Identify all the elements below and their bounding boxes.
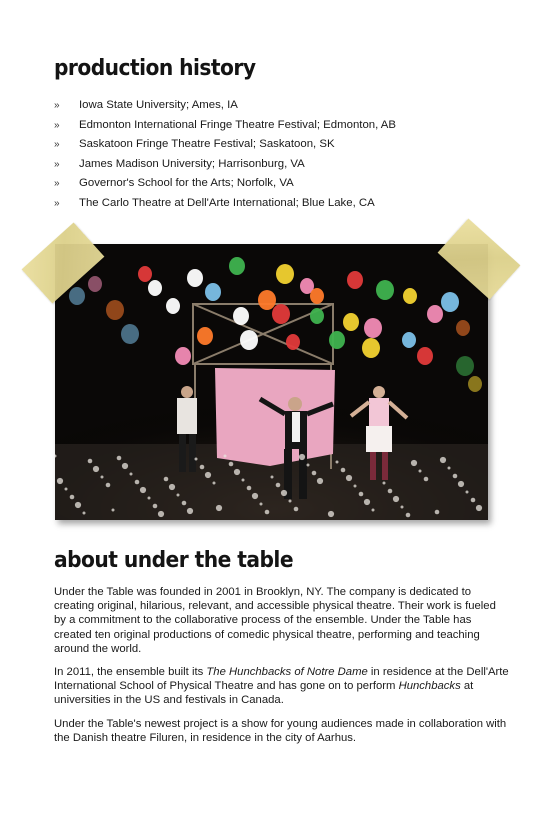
balloon (329, 331, 345, 349)
paper-ball (393, 496, 399, 502)
paper-ball (158, 511, 164, 517)
paper-ball (247, 486, 252, 491)
paper-ball (135, 480, 140, 485)
balloon (347, 271, 363, 289)
balloon (343, 313, 359, 331)
list-item (54, 194, 514, 214)
paper-ball (65, 488, 68, 491)
balloon (403, 288, 417, 304)
paper-ball (372, 509, 375, 512)
paper-ball (466, 491, 469, 494)
paper-ball (101, 476, 104, 479)
paper-ball (388, 489, 393, 494)
show-title: The Hunchbacks of Notre Dame (206, 666, 368, 679)
paper-ball (328, 511, 334, 517)
paper-ball (440, 457, 446, 463)
paper-ball (164, 477, 169, 482)
paper-ball (453, 474, 458, 479)
paper-ball (229, 462, 234, 467)
paper-ball (57, 478, 63, 484)
balloon (69, 287, 85, 305)
balloon (468, 376, 482, 392)
list-item (54, 135, 514, 155)
paper-ball (364, 499, 370, 505)
paper-ball (346, 475, 352, 481)
balloon (258, 290, 276, 310)
paper-ball (106, 483, 111, 488)
paper-ball (289, 500, 292, 503)
paper-ball (70, 495, 75, 500)
paper-ball (312, 471, 317, 476)
paper-ball (406, 513, 411, 518)
list-item (54, 96, 514, 116)
about-body (54, 585, 509, 754)
paper-ball (265, 510, 270, 515)
paper-ball (317, 478, 323, 484)
paper-ball (140, 487, 146, 493)
paper-ball (424, 477, 429, 482)
paper-ball (195, 458, 198, 461)
balloon (229, 257, 245, 275)
balloon (121, 324, 139, 344)
balloon (187, 269, 203, 287)
production-history-list (54, 96, 514, 214)
paper-ball (200, 465, 205, 470)
paper-ball (213, 482, 216, 485)
paper-ball (252, 493, 258, 499)
balloon (441, 292, 459, 312)
balloon (310, 288, 324, 304)
balloon (138, 266, 152, 282)
paper-ball (307, 464, 310, 467)
about-paragraph-1: Under the Table was founded in 2001 in Brooklyn, NY. The company is dedicated to creating original, hilarious, relevant, and accessible physical theatre. Their work is fueled by a commitment to the collaborative process of the ensemble. Under the Table has created ten original productions of comedic physical theatre, performing and teaching around the world. (54, 586, 496, 655)
paper-ball (148, 497, 151, 500)
paper-ball (112, 509, 115, 512)
about-paragraph-3: Under the Table's newest project is a show for young audiences made in collaboration with the Danish theatre Filuren, in residence in the city of Aarhus. (54, 717, 507, 744)
paper-ball (383, 482, 386, 485)
bullet-glyph: » (54, 139, 60, 151)
balloon (106, 300, 124, 320)
list-item-text: Iowa State University; Ames, IA (79, 99, 238, 111)
paper-ball (117, 456, 122, 461)
balloon (427, 305, 443, 323)
paper-ball (419, 470, 422, 473)
balloon (402, 332, 416, 348)
bullet-glyph: » (54, 119, 60, 131)
paper-ball (435, 510, 440, 515)
balloon (233, 307, 249, 325)
bullet-glyph: » (54, 100, 60, 111)
paper-ball (448, 467, 451, 470)
balloon (376, 280, 394, 300)
balloon (240, 330, 258, 350)
paper-ball (476, 505, 482, 511)
bullet-glyph: » (54, 197, 60, 209)
balloon (286, 334, 300, 350)
paper-ball (205, 472, 211, 478)
list-item-text: James Madison University; Harrisonburg, VA (79, 157, 305, 170)
pink-cloth (215, 368, 335, 466)
balloon (362, 338, 380, 358)
paper-ball (281, 490, 287, 496)
balloon (364, 318, 382, 338)
paper-ball (224, 455, 227, 458)
paper-ball (234, 469, 240, 475)
balloon (456, 356, 474, 376)
list-item-text: Saskatoon Fringe Theatre Festival; Saskatoon, SK (79, 138, 335, 151)
paper-ball (458, 481, 464, 487)
paper-ball (411, 460, 417, 466)
about-paragraph-2-text: at universities in the US and festivals in Canada. (54, 680, 474, 707)
balloon (88, 276, 102, 292)
list-item (54, 174, 514, 194)
list-item-text: Edmonton International Fringe Theatre Festival; Edmonton, AB (79, 118, 397, 131)
paper-ball (359, 492, 364, 497)
about-paragraph-2-text: In 2011, the ensemble built its (54, 666, 207, 679)
balloon (197, 327, 213, 345)
balloon (148, 280, 162, 296)
paper-ball (122, 463, 128, 469)
paper-ball (75, 502, 81, 508)
bullet-glyph: » (54, 178, 60, 190)
paper-ball (93, 466, 99, 472)
about-heading: about under the table (54, 548, 293, 573)
paper-ball (294, 507, 299, 512)
balloon (310, 308, 324, 324)
list-item-text: Governor's School for the Arts; Norfolk, VA (79, 177, 294, 190)
paper-ball (242, 479, 245, 482)
paper-ball (130, 473, 133, 476)
list-item (54, 155, 514, 175)
paper-ball (471, 498, 476, 503)
about-paragraph-2 (54, 665, 509, 708)
paper-ball (299, 454, 305, 460)
balloon (417, 347, 433, 365)
paper-ball (276, 483, 281, 488)
bullet-glyph: » (54, 158, 60, 170)
show-title-short: Hunchbacks (398, 680, 461, 693)
stage-photo (55, 244, 488, 520)
stage-photo-image (55, 244, 488, 520)
list-item (54, 116, 514, 136)
paper-ball (153, 504, 158, 509)
paper-ball (177, 494, 180, 497)
balloon (205, 283, 221, 301)
stage-scene-illustration (55, 244, 488, 520)
paper-ball (83, 512, 86, 515)
balloon (456, 320, 470, 336)
paper-ball (260, 503, 263, 506)
balloon (175, 347, 191, 365)
balloon (276, 264, 294, 284)
balloon (166, 298, 180, 314)
paper-ball (88, 459, 93, 464)
paper-ball (169, 484, 175, 490)
paper-ball (187, 508, 193, 514)
list-item-text: The Carlo Theatre at Dell'Arte International; Blue Lake, CA (79, 196, 375, 209)
paper-ball (341, 468, 346, 473)
balloon (272, 304, 290, 324)
paper-ball (336, 461, 339, 464)
paper-ball (182, 501, 187, 506)
production-history-heading: production history (54, 56, 256, 81)
paper-ball (216, 505, 222, 511)
paper-ball (401, 506, 404, 509)
paper-ball (354, 485, 357, 488)
paper-ball (271, 476, 274, 479)
about-paragraph-2-text: in residence at the Dell'Arte International School of Physical Theatre and has gone on to perform (54, 666, 509, 693)
